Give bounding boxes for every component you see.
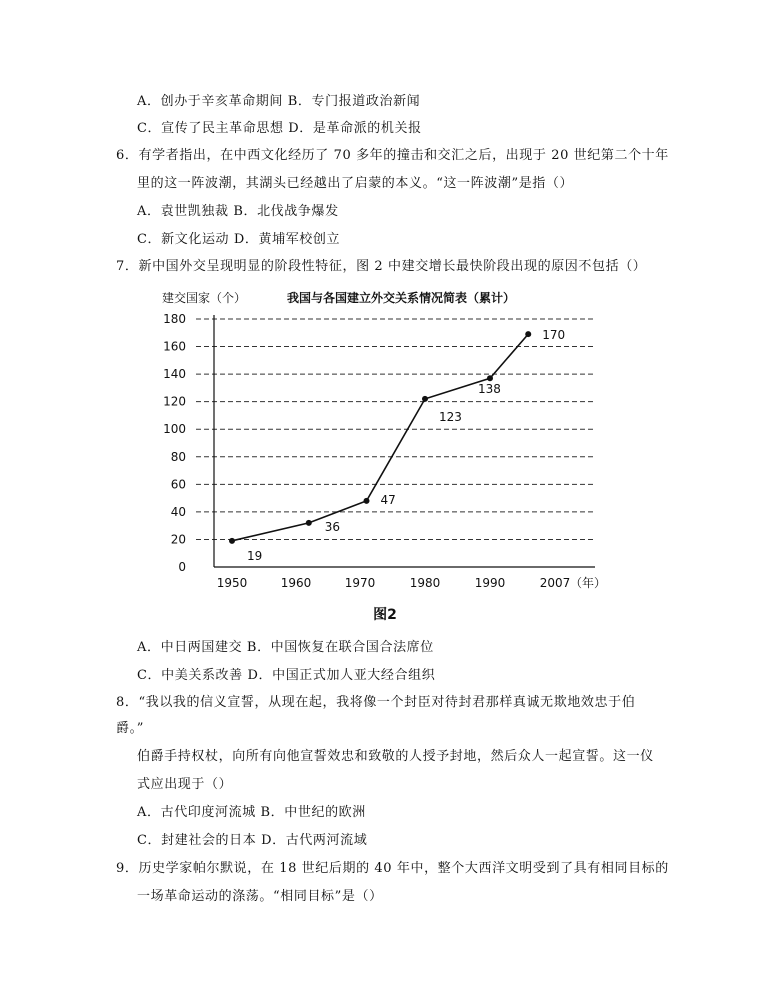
data-label: 123 — [439, 409, 462, 424]
data-label: 47 — [380, 492, 396, 507]
question-6-line-2: 里的这一阵波潮，其湖头已经越出了启蒙的本义。“这一阵波潮”是指（） — [137, 176, 574, 191]
y-tick-label: 20 — [170, 532, 186, 547]
question-9-line-1: 9．历史学家帕尔默说，在 18 世纪后期的 40 年中，整个大西洋文明受到了具有相同目标的 — [116, 861, 669, 876]
x-tick-label: 1990 — [474, 576, 506, 590]
question-7-option-ab: A．中日两国建交 B．中国恢复在联合国合法席位 — [137, 640, 434, 655]
data-label: 170 — [542, 328, 566, 343]
x-tick-label: 1960 — [280, 576, 312, 590]
x-tick-label: 1950 — [216, 576, 248, 590]
x-tick-label: 1980 — [409, 576, 441, 590]
data-point — [306, 520, 312, 526]
top-option-ab: A．创办于辛亥革命期间 B．专门报道政治新闻 — [137, 94, 421, 109]
diplomatic-relations-chart — [150, 285, 620, 595]
y-tick-label: 60 — [170, 477, 186, 492]
top-option-cd: C．宣传了民主革命思想 D．是革命派的机关报 — [137, 121, 422, 136]
question-8-line-3: 伯爵手持权杖，向所有向他宣誓效忠和致敬的人授予封地，然后众人一起宣誓。这一仪 — [137, 749, 654, 764]
y-tick-label: 0 — [178, 560, 186, 574]
data-point — [229, 538, 235, 544]
data-label: 19 — [247, 548, 263, 563]
y-tick-label: 100 — [163, 422, 186, 437]
data-point — [364, 498, 370, 504]
y-tick-label: 40 — [170, 504, 186, 519]
question-8-option-ab: A．古代印度河流城 B．中世纪的欧洲 — [137, 805, 366, 820]
chart-title: 我国与各国建立外交关系情况简表（累计） — [287, 291, 516, 305]
data-label: 138 — [478, 382, 501, 397]
question-7-option-cd: C．中美关系改善 D．中国正式加人亚大经合组织 — [137, 668, 436, 683]
y-tick-label: 140 — [163, 367, 186, 382]
question-6-option-cd: C．新文化运动 D．黄埔军校创立 — [137, 232, 341, 247]
question-7-line-1: 7．新中国外交呈现明显的阶段性特征，图 2 中建交增长最快阶段出现的原因不包括（） — [116, 259, 647, 274]
y-tick-labels — [163, 312, 186, 574]
x-tick-labels — [217, 576, 571, 590]
question-8-line-4: 式应出现于（） — [137, 777, 233, 792]
data-point — [422, 396, 428, 402]
question-8-line-1: 8．“我以我的信义宣誓，从现在起，我将像一个封臣对待封君那样真诚无欺地效忠于伯 — [116, 695, 636, 710]
figure-caption: 图2 — [373, 607, 397, 623]
y-tick-label: 120 — [163, 394, 186, 409]
y-tick-label: 180 — [163, 312, 186, 326]
x-tick-label: 1970 — [344, 576, 376, 590]
data-label: 36 — [324, 519, 341, 534]
data-point — [487, 375, 493, 381]
series-line — [232, 334, 528, 541]
question-8-line-2: 爵。” — [116, 721, 144, 736]
data-point — [525, 331, 531, 337]
question-6-option-ab: A．袁世凯独裁 B．北伐战争爆发 — [137, 204, 339, 219]
chart-ylabel: 建交国家（个） — [162, 291, 247, 305]
y-tick-label: 80 — [170, 449, 186, 464]
x-tick-label: 2007 — [539, 576, 571, 590]
question-8-option-cd: C．封建社会的日本 D．古代两河流域 — [137, 833, 368, 848]
y-tick-label: 160 — [163, 339, 186, 354]
question-9-line-2: 一场革命运动的涤荡。“相同目标”是（） — [137, 889, 383, 904]
data-points — [229, 328, 565, 563]
question-6-line-1: 6．有学者指出，在中西文化经历了 70 多年的撞击和交汇之后，出现于 20 世纪第二个十年 — [116, 148, 669, 163]
chart-xlabel: （年） — [570, 576, 607, 590]
